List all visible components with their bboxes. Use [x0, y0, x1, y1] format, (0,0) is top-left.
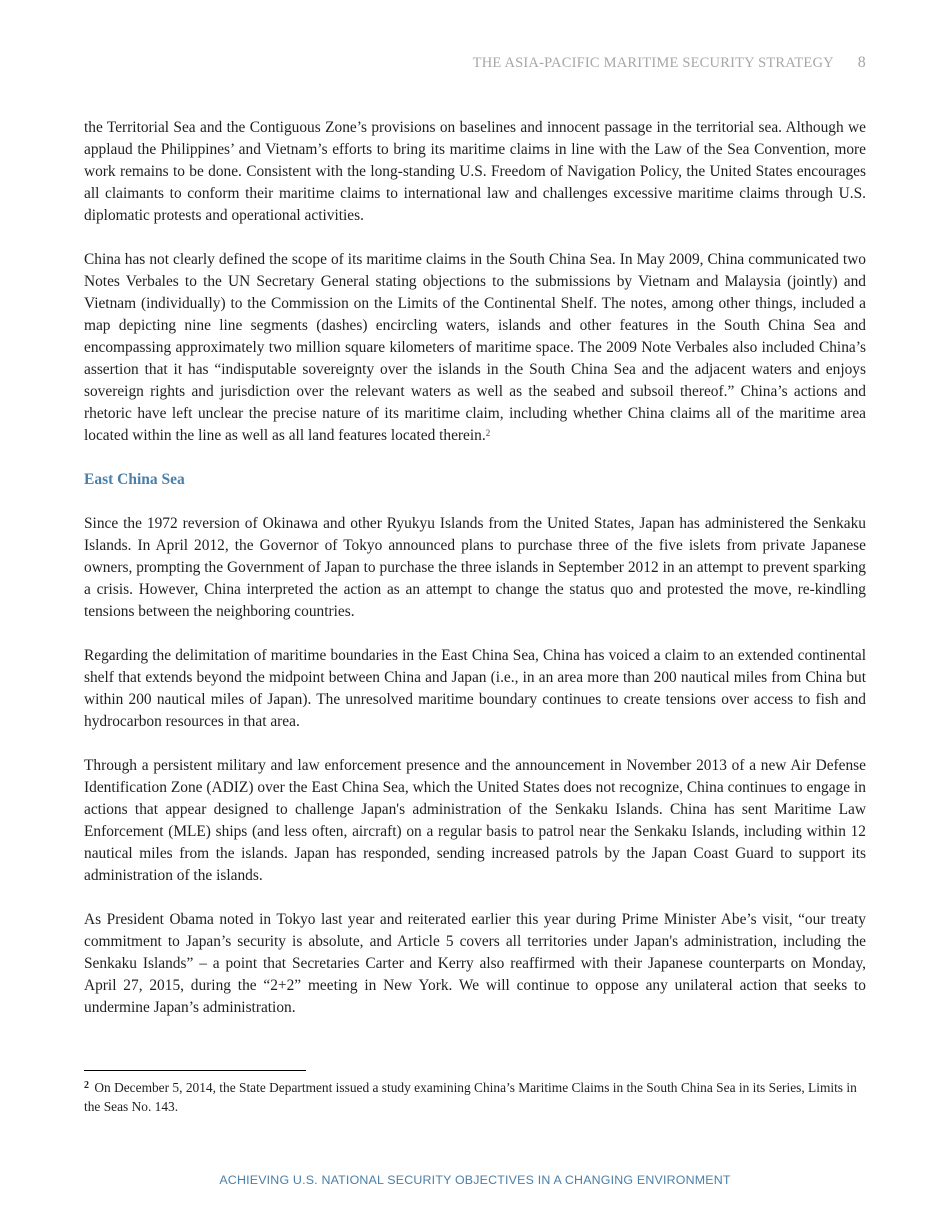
footnote — [84, 1078, 866, 1116]
footnote-text: On December 5, 2014, the State Department issued a study examining China’s Maritime Claims in the South China Sea in its Series, Limits in the Seas No. 143. — [84, 1080, 857, 1114]
footnote-divider — [84, 1070, 306, 1071]
footnote-number: 2 — [84, 1080, 89, 1091]
running-header-title: THE ASIA-PACIFIC MARITIME SECURITY STRATEGY — [472, 55, 834, 71]
paragraph-china-claims-text: China has not clearly defined the scope of its maritime claims in the South China Sea. In May 2009, China communicated two Notes Verbales to the UN Secretary General stating objections to the submissions by Vietnam and Malaysia (jointly) and Vietnam (individually) to the Commission on the Limits of the Continental Shelf. The notes, among other things, included a map depicting nine line segments (dashes) encircling waters, islands and other features in the South China Sea and encompassing approximately two million square kilometers of maritime space. The 2009 Note Verbales also included China’s assertion that it has “indisputable sovereignty over the islands in the South China Sea and the adjacent waters and enjoys sovereign rights and jurisdiction over the relevant waters as well as the seabed and subsoil thereof.” China’s actions and rhetoric have left unclear the precise nature of its maritime claim, including whether China claims all of the maritime area located within the line as well as all land features located therein. — [84, 251, 866, 444]
paragraph-china-claims — [84, 249, 866, 447]
footnote-reference[interactable]: 2 — [485, 428, 491, 438]
paragraph-treaty-commitment: As President Obama noted in Tokyo last year and reiterated earlier this year during Prime Minister Abe’s visit, “our treaty commitment to Japan’s security is absolute, and Article 5 covers all territories under Japan's administration, including the Senkaku Islands” – a point that Secretaries Carter and Kerry also reaffirmed with their Japanese counterparts on Monday, April 27, 2015, during the “2+2” meeting in New York. We will continue to oppose any unilateral action that seeks to undermine Japan’s administration. — [84, 911, 866, 1016]
paragraph-adiz: Through a persistent military and law enforcement presence and the announcement in November 2013 of a new Air Defense Identification Zone (ADIZ) over the East China Sea, which the United States does not recognize, China continues to engage in actions that appear designed to challenge Japan's administration of the Senkaku Islands. China has sent Maritime Law Enforcement (MLE) ships (and less often, aircraft) on a regular basis to patrol near the Senkaku Islands, including within 12 nautical miles from the islands. Japan has responded, sending increased patrols by the Japan Coast Guard to support its administration of the islands. — [84, 757, 866, 884]
page-number: 8 — [857, 54, 866, 71]
section-heading-east-china-sea: East China Sea — [84, 471, 185, 488]
running-header — [473, 54, 866, 72]
running-footer: ACHIEVING U.S. NATIONAL SECURITY OBJECTIVES IN A CHANGING ENVIRONMENT — [219, 1173, 731, 1187]
document-body — [84, 117, 866, 1041]
paragraph-senkaku-history: Since the 1972 reversion of Okinawa and other Ryukyu Islands from the United States, Japan has administered the Senkaku Islands. In April 2012, the Governor of Tokyo announced plans to purchase three of the five islets from private Japanese owners, prompting the Government of Japan to purchase the three islands in September 2012 in an attempt to prevent sparking a crisis. However, China interpreted the action as an attempt to change the status quo and protested the move, re-kindling tensions between the neighboring countries. — [84, 515, 866, 620]
paragraph-territorial-sea: the Territorial Sea and the Contiguous Zone’s provisions on baselines and innocent passage in the territorial sea. Although we applaud the Philippines’ and Vietnam’s efforts to bring its maritime claims in line with the Law of the Sea Convention, more work remains to be done. Consistent with the long-standing U.S. Freedom of Navigation Policy, the United States encourages all claimants to conform their maritime claims to international law and challenges excessive maritime claims through U.S. diplomatic protests and operational activities. — [84, 119, 866, 224]
paragraph-maritime-boundaries: Regarding the delimitation of maritime boundaries in the East China Sea, China has voiced a claim to an extended continental shelf that extends beyond the midpoint between China and Japan (i.e., in an area more than 200 nautical miles from China but within 200 nautical miles of Japan). The unresolved maritime boundary continues to create tensions over access to fish and hydrocarbon resources in that area. — [84, 647, 866, 730]
